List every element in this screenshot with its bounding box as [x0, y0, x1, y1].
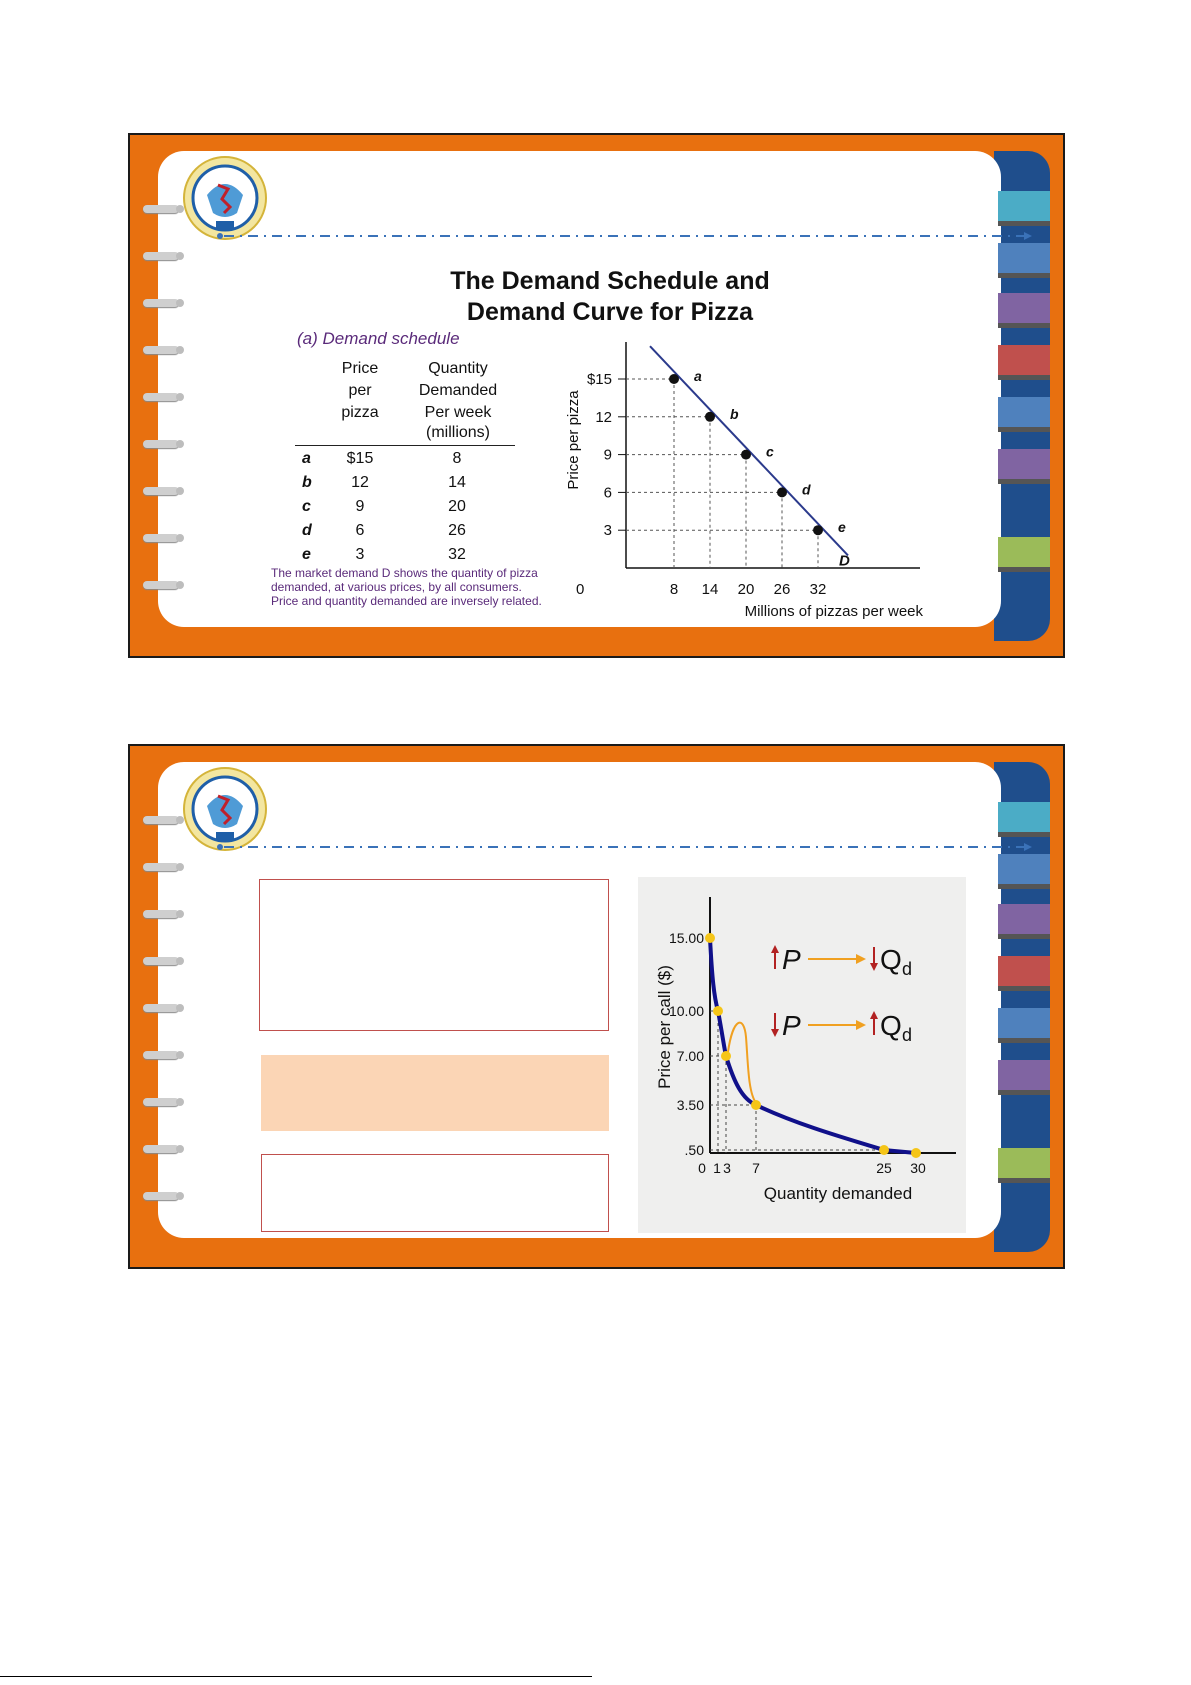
- university-logo: [182, 155, 268, 241]
- header-dashed-line: [216, 842, 1036, 852]
- data-point: [705, 933, 715, 943]
- divider-tab: [998, 345, 1050, 375]
- divider-tab: [998, 191, 1050, 221]
- text-box-1: [259, 879, 609, 1031]
- header-text: pizza: [341, 404, 379, 421]
- pizza-demand-chart: [550, 330, 950, 630]
- divider-tab: [998, 293, 1050, 323]
- point-label: c: [766, 443, 774, 460]
- point-label: d: [802, 481, 811, 498]
- divider-tab: [998, 802, 1050, 832]
- data-point: [751, 1100, 761, 1110]
- x-tick-label: 32: [809, 581, 827, 598]
- row-label: a: [302, 450, 311, 467]
- row-label: d: [302, 522, 312, 539]
- header-text: Price: [341, 360, 379, 377]
- data-point: [713, 1006, 723, 1016]
- data-point: [669, 374, 679, 384]
- row-qty: 14: [448, 474, 466, 491]
- y-tick-label: .50: [684, 1142, 704, 1158]
- binder-ring: [143, 393, 179, 401]
- row-price: 6: [355, 522, 365, 539]
- header-text: (millions): [426, 424, 490, 441]
- x-tick-label: 26: [773, 581, 791, 598]
- title-line-2: Demand Curve for Pizza: [466, 298, 754, 326]
- row-label: e: [302, 546, 311, 563]
- row-price: 12: [351, 474, 369, 491]
- point-label: e: [838, 519, 846, 536]
- x-tick-label: 30: [910, 1160, 926, 1176]
- divider-tab: [998, 1008, 1050, 1038]
- x-tick-label: 8: [669, 581, 679, 598]
- legend-price: P: [782, 944, 801, 975]
- binder-ring: [143, 863, 179, 871]
- divider-tab: [998, 243, 1050, 273]
- binder-ring: [143, 1051, 179, 1059]
- binder-ring: [143, 957, 179, 965]
- binder-ring: [143, 1004, 179, 1012]
- row-qty: 26: [448, 522, 466, 539]
- row-price: 9: [355, 498, 365, 515]
- y-tick-label: 15.00: [668, 930, 704, 946]
- divider-tab: [998, 397, 1050, 427]
- binder-ring: [143, 346, 179, 354]
- binder-ring: [143, 299, 179, 307]
- x-tick-label: 20: [737, 581, 755, 598]
- row-price: 3: [355, 546, 365, 563]
- binder-ring: [143, 440, 179, 448]
- university-logo: [182, 766, 268, 852]
- price-column-header: [330, 358, 390, 424]
- divider-tab: [998, 904, 1050, 934]
- divider-tab: [998, 1060, 1050, 1090]
- title-line-1: The Demand Schedule and: [450, 267, 770, 295]
- divider-tab: [998, 449, 1050, 479]
- y-tick-label: 10.00: [668, 1003, 704, 1019]
- phone-call-demand-chart: [638, 877, 966, 1233]
- origin-label: 0: [576, 581, 585, 598]
- legend-subscript: d: [902, 1025, 913, 1045]
- table-divider: [295, 445, 515, 446]
- header-text: Demanded: [418, 382, 498, 399]
- x-axis-label: Quantity demanded: [763, 1184, 913, 1203]
- binder-ring: [143, 581, 179, 589]
- binder-ring: [143, 1145, 179, 1153]
- row-price: $15: [346, 450, 374, 467]
- divider-tab: [998, 537, 1050, 567]
- binder-ring: [143, 910, 179, 918]
- row-qty: 20: [448, 498, 466, 515]
- x-tick-label: 1: [713, 1160, 721, 1176]
- highlight-box: [261, 1055, 609, 1131]
- legend-quantity: Q: [880, 944, 902, 975]
- data-point: [777, 487, 787, 497]
- binder-ring: [143, 816, 179, 824]
- legend-price: P: [782, 1010, 801, 1041]
- y-tick-label: 12: [595, 408, 612, 426]
- x-tick-label: 7: [752, 1160, 760, 1176]
- quantity-column-header: [408, 358, 508, 442]
- legend-subscript: d: [902, 959, 913, 979]
- data-point: [813, 525, 823, 535]
- y-axis-label: Price per call ($): [655, 965, 674, 1089]
- footnote-separator: [0, 1676, 592, 1677]
- y-tick-label: 9: [603, 446, 612, 464]
- point-label: b: [730, 405, 739, 422]
- data-point: [911, 1148, 921, 1158]
- y-tick-label: 3: [603, 522, 612, 540]
- data-point: [721, 1051, 731, 1061]
- binder-ring: [143, 205, 179, 213]
- header-dashed-line: [216, 231, 1036, 241]
- divider-tab: [998, 956, 1050, 986]
- binder-ring: [143, 1098, 179, 1106]
- binder-ring: [143, 534, 179, 542]
- header-text: per: [348, 382, 372, 399]
- table-subtitle: (a) Demand schedule: [297, 329, 460, 348]
- row-label: c: [302, 498, 311, 515]
- y-tick-label: 6: [603, 484, 612, 502]
- legend-quantity: Q: [880, 1010, 902, 1041]
- binder-ring: [143, 487, 179, 495]
- y-axis-label: Price per pizza: [565, 390, 582, 490]
- x-tick-label: 3: [723, 1160, 731, 1176]
- y-tick-label: 7.00: [676, 1048, 704, 1064]
- slide-title: [330, 266, 890, 328]
- binder-ring: [143, 1192, 179, 1200]
- header-text: Quantity: [428, 360, 488, 377]
- row-label: b: [302, 474, 312, 491]
- y-tick-label: $15: [586, 371, 612, 388]
- binder-back: [994, 762, 1050, 1252]
- curve-label: D: [839, 552, 850, 570]
- divider-tab: [998, 854, 1050, 884]
- header-text: Per week: [424, 404, 492, 421]
- data-point: [705, 412, 715, 422]
- divider-tab: [998, 1148, 1050, 1178]
- text-box-2: [261, 1154, 609, 1232]
- x-tick-label: 25: [876, 1160, 892, 1176]
- x-tick-label: 0: [698, 1160, 706, 1176]
- note-line: Price and quantity demanded are inversely related.: [271, 594, 542, 608]
- binder-ring: [143, 252, 179, 260]
- y-tick-label: 3.50: [676, 1097, 704, 1113]
- x-tick-label: 14: [701, 581, 719, 598]
- data-point: [879, 1145, 889, 1155]
- note-line: demanded, at various prices, by all consumers.: [271, 580, 522, 594]
- note-line: The market demand D shows the quantity of pizza: [271, 566, 538, 580]
- data-point: [741, 450, 751, 460]
- binder-back: [994, 151, 1050, 641]
- point-label: a: [694, 368, 702, 384]
- x-axis-label: Millions of pizzas per week: [744, 603, 923, 620]
- row-qty: 32: [448, 546, 466, 563]
- row-qty: 8: [452, 450, 462, 467]
